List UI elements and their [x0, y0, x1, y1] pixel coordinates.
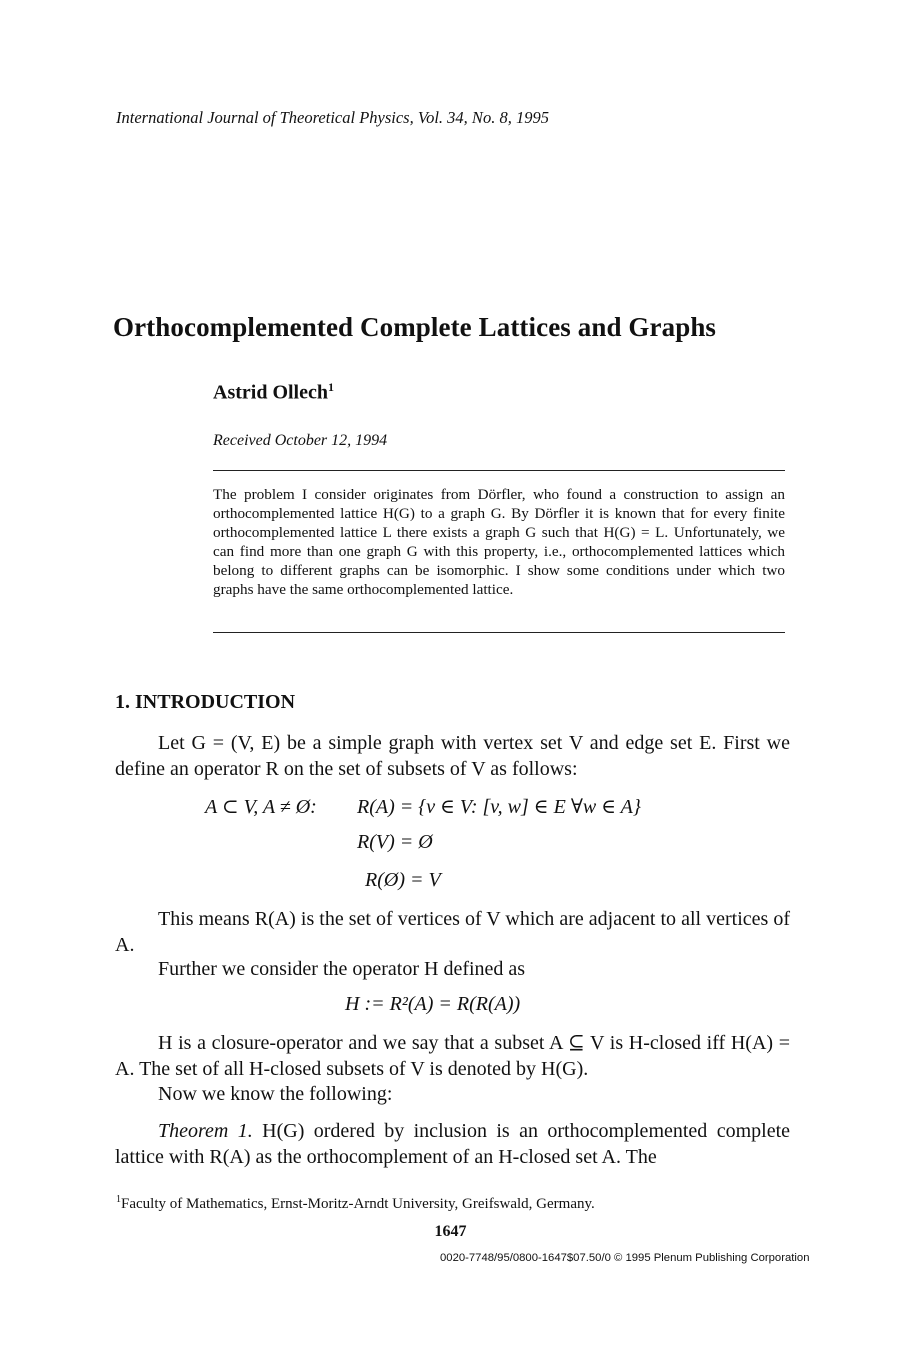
copyright-line: 0020-7748/95/0800-1647$07.50/0 © 1995 Plenum Publishing Corporation [440, 1252, 810, 1264]
abstract-top-rule [213, 470, 785, 471]
theorem-1 [115, 1118, 790, 1170]
page-number: 1647 [434, 1223, 467, 1240]
equation-4: H := R²(A) = R(R(A)) [345, 993, 521, 1015]
equation-3: R(Ø) = V [365, 869, 441, 891]
intro-paragraph-3: Further we consider the operator H defined as [158, 958, 526, 980]
intro-paragraph-1: Let G = (V, E) be a simple graph with vertex set V and edge set E. First we define an operator R on the set of subsets of V as follows: [115, 732, 790, 780]
section-heading: 1. INTRODUCTION [115, 691, 296, 713]
abstract: The problem I consider originates from Dörfler, who found a construction to assign an orthocomplemented lattice H(G) to a graph G. By Dörfler it is known that for every finite orthocomplemented lattice L there exists a graph G such that H(G) = L. Unfortunately, we can find more than one graph G with this property, i.e., orthocomplemented lattices which belong to different graphs can be isomorphic. I show some conditions under which two graphs have the same orthocomplemented lattice. [213, 486, 785, 598]
footnote [116, 1194, 595, 1213]
author-text: Astrid Ollech [213, 381, 328, 404]
intro-paragraph-4: H is a closure-operator and we say that a subset A ⊆ V is H-closed iff H(A) = A. The set of all H-closed subsets of V is denoted by H(G). [115, 1032, 790, 1080]
intro-paragraph-2: This means R(A) is the set of vertices of V which are adjacent to all vertices of A. [115, 908, 790, 956]
footnote-text: Faculty of Mathematics, Ernst-Moritz-Arndt University, Greifswald, Germany. [121, 1196, 595, 1212]
theorem-text: H(G) ordered by inclusion is an orthocomplemented complete lattice with R(A) as the orthocomplement of an H-closed set A. The [115, 1120, 790, 1168]
equation-1-condition: A ⊂ V, A ≠ Ø: [205, 796, 317, 818]
equation-2: R(V) = Ø [357, 831, 433, 853]
abstract-bottom-rule [213, 632, 785, 633]
author-footnote-mark: 1 [328, 380, 334, 394]
intro-paragraph-5: Now we know the following: [158, 1083, 393, 1105]
paper-title: Orthocomplemented Complete Lattices and Graphs [113, 312, 717, 342]
author-name [213, 380, 334, 405]
equation-1: R(A) = {v ∈ V: [v, w] ∈ E ∀w ∈ A} [357, 796, 641, 818]
footnote-mark: 1 [116, 1194, 121, 1205]
received-date: Received October 12, 1994 [213, 432, 388, 449]
journal-header: International Journal of Theoretical Physics, Vol. 34, No. 8, 1995 [116, 108, 549, 127]
theorem-label: Theorem 1. [158, 1120, 253, 1142]
